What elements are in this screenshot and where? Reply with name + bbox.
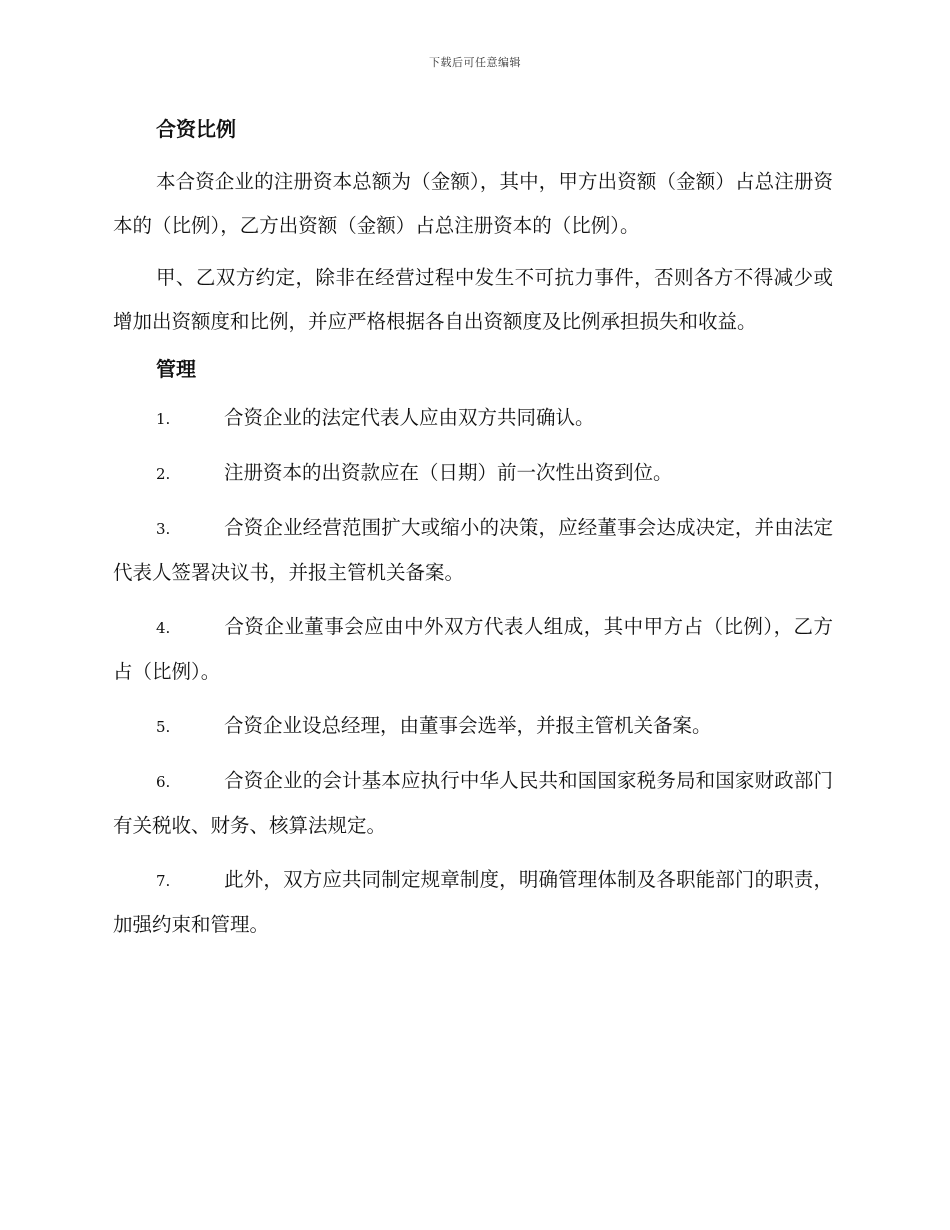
list-item [113, 506, 833, 595]
list-item [113, 451, 833, 496]
list-item-number: 6. [156, 773, 171, 791]
list-item-number: 3. [156, 520, 171, 538]
list-item-text: 合资企业董事会应由中外双方代表人组成，其中甲方占（比例），乙方占（比例）。 [113, 615, 833, 683]
list-item [113, 704, 833, 749]
section-heading-ratio: 合资比例 [156, 117, 236, 141]
paragraph: 本合资企业的注册资本总额为（金额），其中，甲方出资额（金额）占总注册资本的（比例），乙方出资额（金额）占总注册资本的（比例）。 [113, 170, 833, 237]
list-item-number: 5. [156, 718, 171, 736]
list-item [113, 396, 833, 441]
list-item-number: 2. [156, 465, 171, 483]
list-item [113, 858, 833, 947]
list-item-number: 1. [156, 410, 171, 428]
header-note: 下载后可任意编辑 [429, 56, 521, 69]
list-item-text: 此外，双方应共同制定规章制度，明确管理体制及各职能部门的职责，加强约束和管理。 [113, 868, 833, 936]
list-item-text: 合资企业设总经理，由董事会选举，并报主管机关备案。 [224, 714, 712, 737]
list-item-number: 4. [156, 619, 171, 637]
list-item-text: 合资企业的会计基本应执行中华人民共和国国家税务局和国家财政部门有关税收、财务、核算法规定。 [113, 769, 833, 837]
list-item-text: 合资企业经营范围扩大或缩小的决策，应经董事会达成决定，并由法定代表人签署决议书，并报主管机关备案。 [113, 516, 833, 584]
list-item-number: 7. [156, 872, 171, 890]
section-heading-management: 管理 [156, 357, 196, 381]
list-item [113, 605, 833, 694]
document-body [113, 112, 833, 957]
list-item [113, 759, 833, 848]
paragraph: 甲、乙双方约定，除非在经营过程中发生不可抗力事件，否则各方不得减少或增加出资额度和比例，并应严格根据各自出资额度及比例承担损失和收益。 [113, 266, 833, 333]
list-item-text: 合资企业的法定代表人应由双方共同确认。 [224, 406, 595, 429]
list-item-text: 注册资本的出资款应在（日期）前一次性出资到位。 [224, 461, 673, 484]
